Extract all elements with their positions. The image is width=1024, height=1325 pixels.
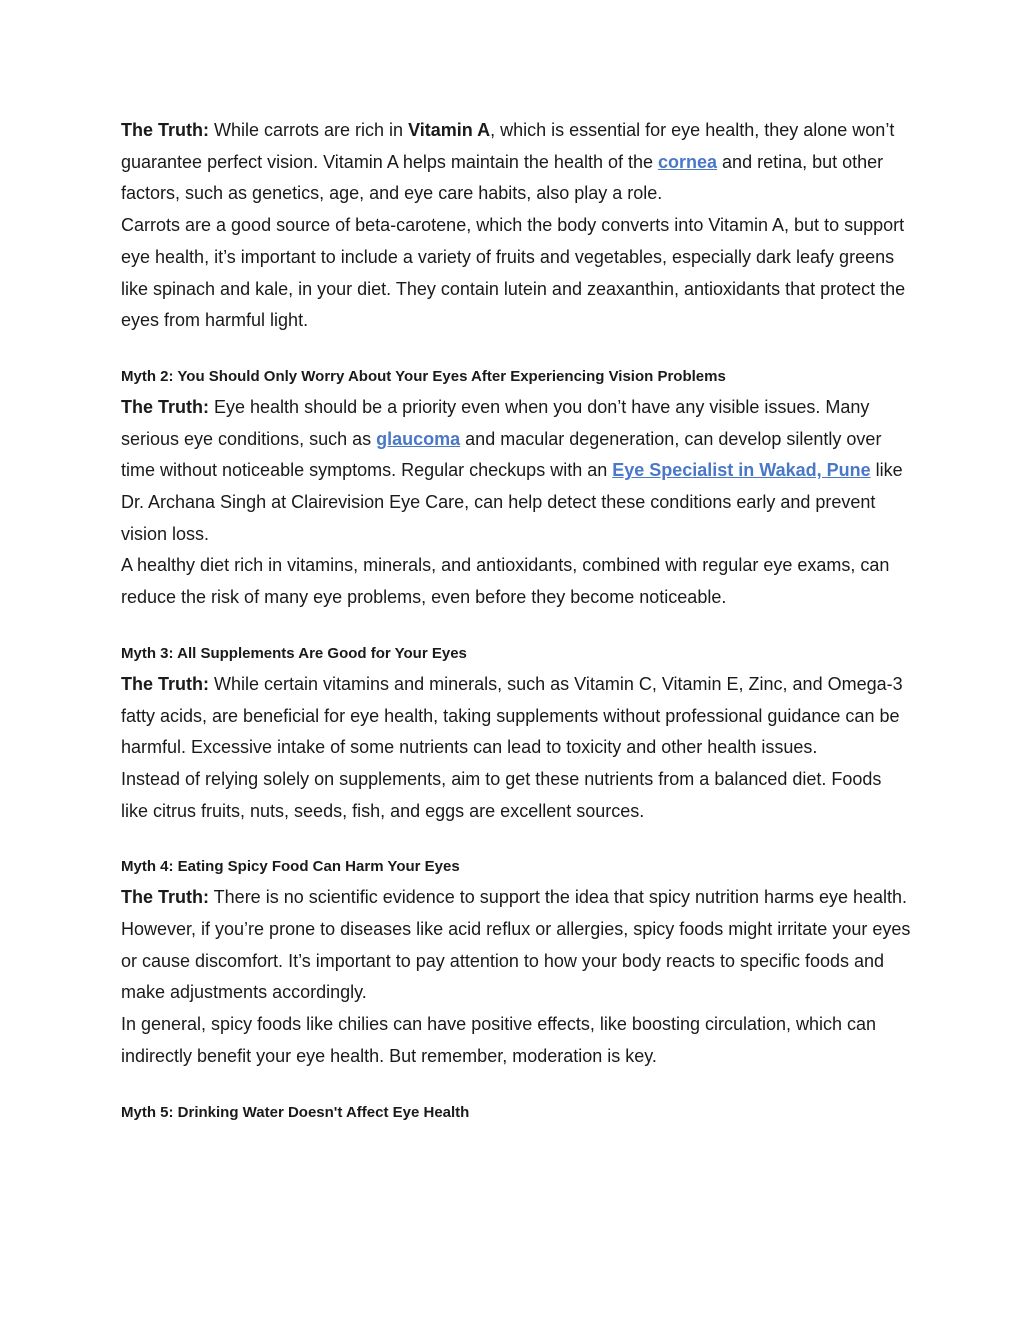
- truth-label: The Truth:: [121, 396, 209, 417]
- body-text: like Dr. Archana Singh at Clairevision Eye Care, can help detect these conditions early and prevent vision loss.: [121, 460, 903, 544]
- body-text: There is no scientific evidence to support the idea that spicy nutrition harms eye health. However, if you’re prone to diseases like acid reflux or allergies, spicy foods might irritate your eyes or cause discomfort. It’s important to pay attention to how your body reacts to specific foods and make adjustments accordingly.: [121, 887, 911, 1003]
- document-page: [121, 115, 911, 1128]
- myth3-heading: Myth 3: All Supplements Are Good for Your Eyes: [121, 644, 467, 662]
- myth4-general-paragraph: In general, spicy foods like chilies can have positive effects, like boosting circulation, which can indirectly benefit your eye health. But remember, moderation is key.: [121, 1014, 877, 1066]
- spacer: [121, 827, 911, 857]
- glaucoma-link[interactable]: glaucoma: [376, 428, 461, 449]
- truth-paragraph-myth4: [121, 882, 911, 1009]
- body-text: While carrots are rich in: [209, 120, 409, 140]
- truth-paragraph-myth3: [121, 669, 911, 764]
- myth4-heading: Myth 4: Eating Spicy Food Can Harm Your Eyes: [121, 858, 460, 876]
- carrots-paragraph: Carrots are a good source of beta-carotene, which the body converts into Vitamin A, but to support eye health, it’s important to include a variety of fruits and vegetables, especially dark leafy greens like spinach and kale, in your diet. They contain lutein and zeaxanthin, antioxidants that protect the eyes from harmful light.: [121, 215, 906, 331]
- body-text: , which is essential for eye health, they alone won’t guarantee perfect vision. Vitamin A helps maintain the health of the: [121, 120, 895, 172]
- truth-label: The Truth:: [121, 673, 209, 694]
- spacer: [121, 614, 911, 644]
- spacer: [121, 1073, 911, 1103]
- body-text: and retina, but other factors, such as genetics, age, and eye care habits, also play a role.: [121, 151, 884, 204]
- myth2-diet-paragraph: A healthy diet rich in vitamins, minerals, and antioxidants, combined with regular eye exams, can reduce the risk of many eye problems, even before they become noticeable.: [121, 555, 890, 608]
- cornea-link[interactable]: cornea: [658, 151, 718, 172]
- vitamin-a-bold: Vitamin A: [408, 120, 491, 140]
- truth-label: The Truth:: [121, 120, 209, 140]
- spacer: [121, 337, 911, 367]
- eye-specialist-link[interactable]: Eye Specialist in Wakad, Pune: [612, 460, 871, 481]
- body-text: While certain vitamins and minerals, such as Vitamin C, Vitamin E, Zinc, and Omega-3 fatty acids, are beneficial for eye health, taking supplements without professional guidance can be harmful. Excessive intake of some nutrients can lead to toxicity and other health issues.: [121, 673, 903, 758]
- myth2-heading: Myth 2: You Should Only Worry About Your Eyes After Experiencing Vision Problems: [121, 367, 726, 385]
- truth-paragraph-myth1: [121, 115, 911, 210]
- body-text: and macular degeneration, can develop silently over time without noticeable symptoms. Regular checkups with an: [121, 428, 882, 481]
- myth3-diet-paragraph: Instead of relying solely on supplements, aim to get these nutrients from a balanced diet. Foods like citrus fruits, nuts, seeds, fish, and eggs are excellent sources.: [121, 768, 882, 821]
- body-text: Eye health should be a priority even when you don’t have any visible issues. Many serious eye conditions, such as: [121, 396, 870, 449]
- myth5-heading: Myth 5: Drinking Water Doesn't Affect Eye Health: [121, 1103, 470, 1121]
- truth-paragraph-myth2: [121, 392, 911, 551]
- truth-label: The Truth:: [121, 887, 209, 908]
